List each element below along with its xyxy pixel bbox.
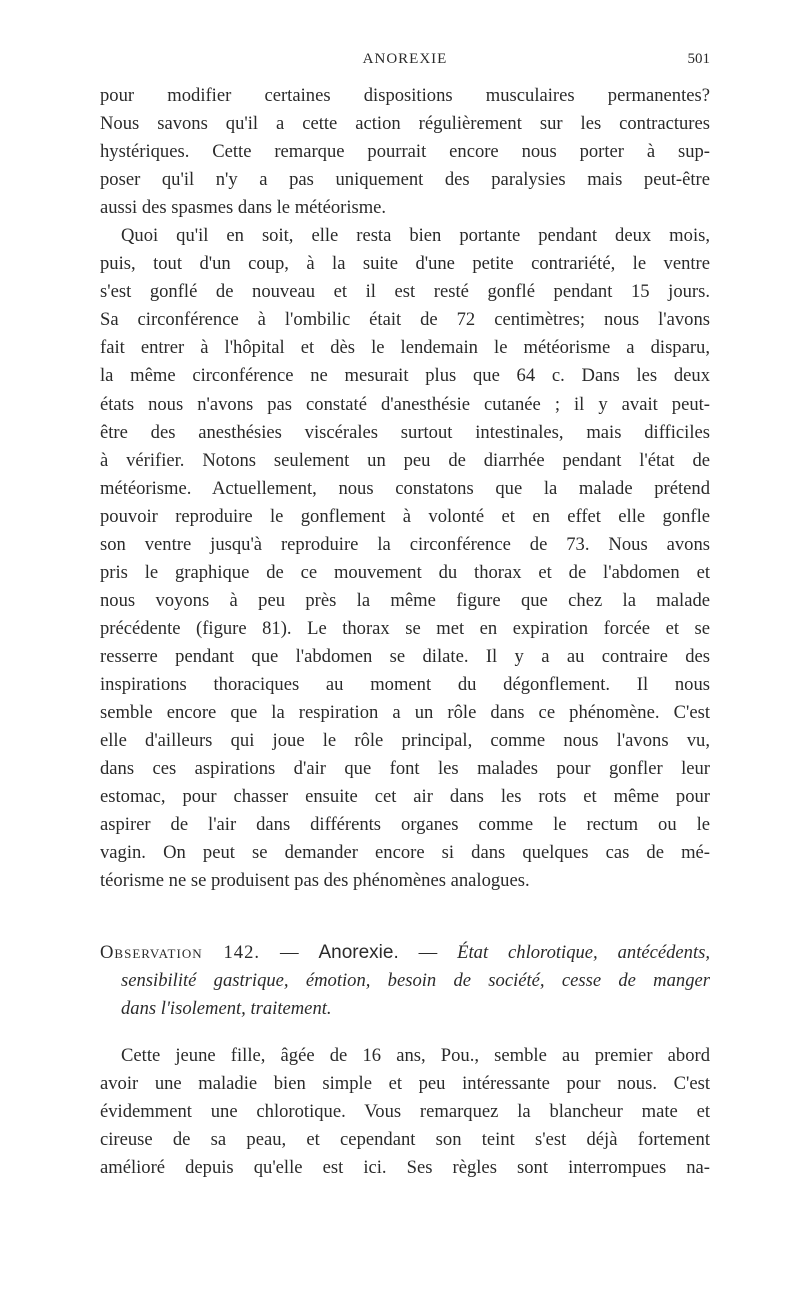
text-line: puis, tout d'un coup, à la suite d'une petite contrariété, le ventre xyxy=(100,253,710,275)
text-line: vagin. On peut se demander encore si dans quelques cas de mé- xyxy=(100,842,710,864)
text-line: son ventre jusqu'à reproduire la circonférence de 73. Nous avons xyxy=(100,533,710,555)
page-header xyxy=(100,47,710,73)
text-line: nous voyons à peu près la même figure que chez la malade xyxy=(100,589,710,611)
paragraph-2 xyxy=(100,222,710,895)
text-line: hystériques. Cette remarque pourrait encore nous porter à sup- xyxy=(100,141,710,163)
text-line: fait entrer à l'hôpital et dès le lendemain le météorisme a disparu, xyxy=(100,337,710,359)
text-line: avoir une maladie bien simple et peu intéressante pour nous. C'est xyxy=(100,1072,710,1094)
observation-title: Anorexie. xyxy=(318,942,399,964)
text-line: Nous savons qu'il a cette action régulièrement sur les contractures xyxy=(100,113,710,135)
text-line: téorisme ne se produisent pas des phénomènes analogues. xyxy=(100,870,530,892)
text-line: Quoi qu'il en soit, elle resta bien portante pendant deux mois, xyxy=(121,225,710,247)
text-line: aussi des spasmes dans le météorisme. xyxy=(100,197,387,219)
text-line: être des anesthésies viscérales surtout intestinales, mais difficiles xyxy=(100,421,710,443)
heading-dash: — xyxy=(418,942,438,964)
running-title: ANOREXIE xyxy=(362,51,448,67)
heading-dash: — xyxy=(279,942,299,964)
page-body xyxy=(100,82,710,1182)
text-line: pouvoir reproduire le gonflement à volonté et en effet elle gonfle xyxy=(100,505,710,527)
text-line: semble encore que la respiration a un rôle dans ce phénomène. C'est xyxy=(100,702,710,724)
text-line: estomac, pour chasser ensuite cet air dans les rots et même pour xyxy=(100,786,710,808)
text-line: Cette jeune fille, âgée de 16 ans, Pou., semble au premier abord xyxy=(121,1044,710,1066)
observation-subtitle: dans l'isolement, traitement. xyxy=(121,998,332,1020)
text-line: évidemment une chlorotique. Vous remarquez la blancheur mate et xyxy=(100,1100,710,1122)
observation-heading-line xyxy=(100,939,710,967)
observation-subtitle: État chlorotique, antécédents, xyxy=(457,942,711,964)
text-line: amélioré depuis qu'elle est ici. Ses règles sont interrompues na- xyxy=(100,1156,710,1178)
text-line: dans ces aspirations d'air que font les malades pour gonfler leur xyxy=(100,758,710,780)
text-line: précédente (figure 81). Le thorax se met en expiration forcée et se xyxy=(100,617,710,639)
page-number: 501 xyxy=(687,51,710,67)
observation-subtitle: sensibilité gastrique, émotion, besoin de société, cesse de manger xyxy=(121,970,710,992)
text-line: inspirations thoraciques au moment du dégonflement. Il nous xyxy=(100,673,710,695)
text-line: pour modifier certaines dispositions musculaires permanentes? xyxy=(100,85,710,106)
paragraph-3 xyxy=(100,1042,710,1182)
text-line: elle d'ailleurs qui joue le rôle principal, comme nous l'avons vu, xyxy=(100,730,710,752)
observation-heading xyxy=(100,939,710,1023)
paragraph-1 xyxy=(100,82,710,222)
observation-label: Observation 142. xyxy=(100,942,261,964)
text-line: cireuse de sa peau, et cependant son teint s'est déjà fortement xyxy=(100,1128,710,1150)
text-line: à vérifier. Notons seulement un peu de diarrhée pendant l'état de xyxy=(100,449,710,471)
text-line: aspirer de l'air dans différents organes comme le rectum ou le xyxy=(100,814,710,836)
text-line: météorisme. Actuellement, nous constatons que la malade prétend xyxy=(100,477,710,499)
text-line: Sa circonférence à l'ombilic était de 72 centimètres; nous l'avons xyxy=(100,309,710,331)
text-line: poser qu'il n'y a pas uniquement des paralysies mais peut-être xyxy=(100,169,710,191)
text-line: s'est gonflé de nouveau et il est resté gonflé pendant 15 jours. xyxy=(100,281,710,303)
text-line: resserre pendant que l'abdomen se dilate. Il y a au contraire des xyxy=(100,645,710,667)
text-line: la même circonférence ne mesurait plus que 64 c. Dans les deux xyxy=(100,365,710,387)
text-line: états nous n'avons pas constaté d'anesthésie cutanée ; il y avait peut- xyxy=(100,393,710,415)
text-line: pris le graphique de ce mouvement du thorax et de l'abdomen et xyxy=(100,561,710,583)
